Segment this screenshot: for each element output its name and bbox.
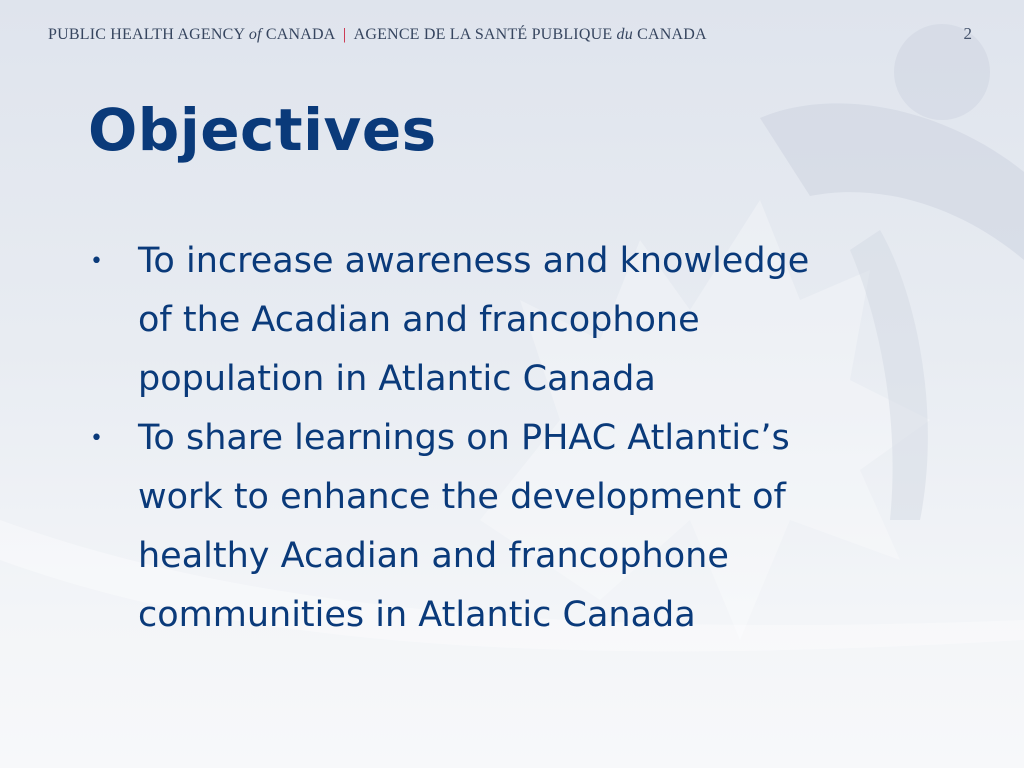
objective-line: To increase awareness and knowledge xyxy=(138,241,810,281)
objective-line: To share learnings on PHAC Atlantic’s xyxy=(138,418,790,458)
header-separator: | xyxy=(342,26,347,43)
bullet-icon: • xyxy=(90,426,103,451)
objective-line: healthy Acadian and francophone xyxy=(138,536,729,576)
page-number: 2 xyxy=(963,24,972,43)
objective-item xyxy=(88,409,938,645)
objective-text xyxy=(138,409,790,645)
objective-line: work to enhance the development of xyxy=(138,477,786,517)
agency-name-en-country: CANADA xyxy=(265,26,335,43)
slide-title: Objectives xyxy=(88,96,437,164)
objective-text xyxy=(138,232,809,409)
agency-header xyxy=(48,26,707,44)
objective-line: population in Atlantic Canada xyxy=(138,359,656,399)
agency-name-fr-country: CANADA xyxy=(637,26,707,43)
objective-line: communities in Atlantic Canada xyxy=(138,595,696,635)
agency-name-en-of: of xyxy=(248,26,262,43)
objectives-list xyxy=(88,232,938,645)
agency-name-fr: AGENCE DE LA SANTÉ PUBLIQUE xyxy=(353,26,613,43)
agency-name-en: PUBLIC HEALTH AGENCY xyxy=(48,26,245,43)
objective-line: of the Acadian and francophone xyxy=(138,300,700,340)
bullet-icon: • xyxy=(90,249,103,274)
objective-item xyxy=(88,232,938,409)
figure-head-watermark xyxy=(894,24,990,120)
agency-name-fr-du: du xyxy=(616,26,633,43)
